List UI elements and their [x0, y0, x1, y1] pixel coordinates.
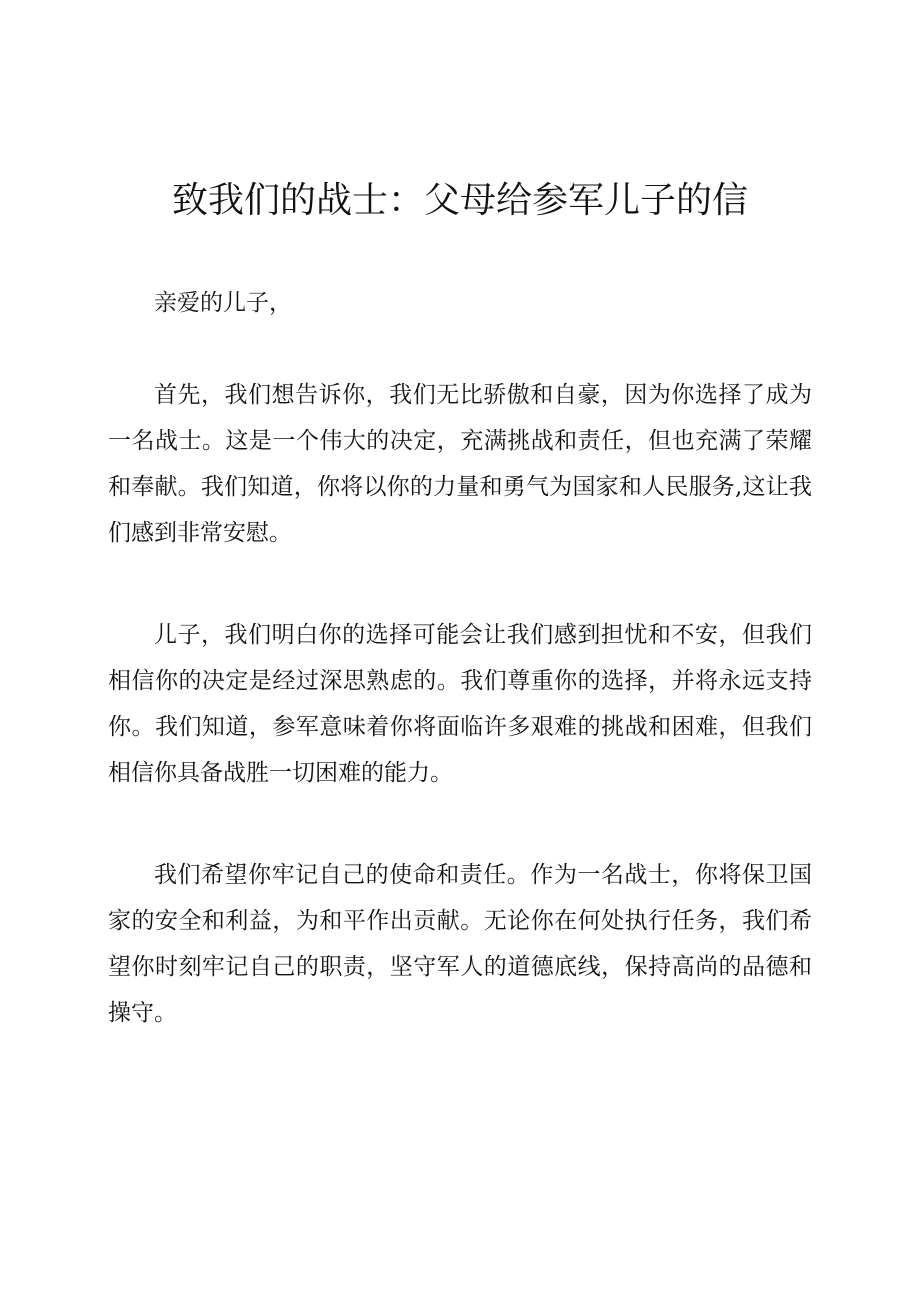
paragraph-3: 我们希望你牢记自己的使命和责任。作为一名战士，你将保卫国家的安全和利益，为和平作出贡献。无论你在何处执行任务，我们希望你时刻牢记自己的职责，坚守军人的道德底线，保持高尚的品德和操守。: [108, 862, 812, 1026]
paragraph-2: 儿子，我们明白你的选择可能会让我们感到担忧和不安，但我们相信你的决定是经过深思熟虑的。我们尊重你的选择，并将永远支持你。我们知道，参军意味着你将面临许多艰难的挑战和困难，但我们相信你具备战胜一切困难的能力。: [108, 622, 812, 786]
salutation: 亲爱的儿子，: [154, 290, 292, 316]
paragraph-1: 首先，我们想告诉你，我们无比骄傲和自豪，因为你选择了成为一名战士。这是一个伟大的决定，充满挑战和责任，但也充满了荣耀和奉献。我们知道，你将以你的力量和勇气为国家和人民服务,这让我们感到非常安慰。: [108, 382, 812, 546]
document-title: 致我们的战士：父母给参军儿子的信: [171, 180, 748, 221]
